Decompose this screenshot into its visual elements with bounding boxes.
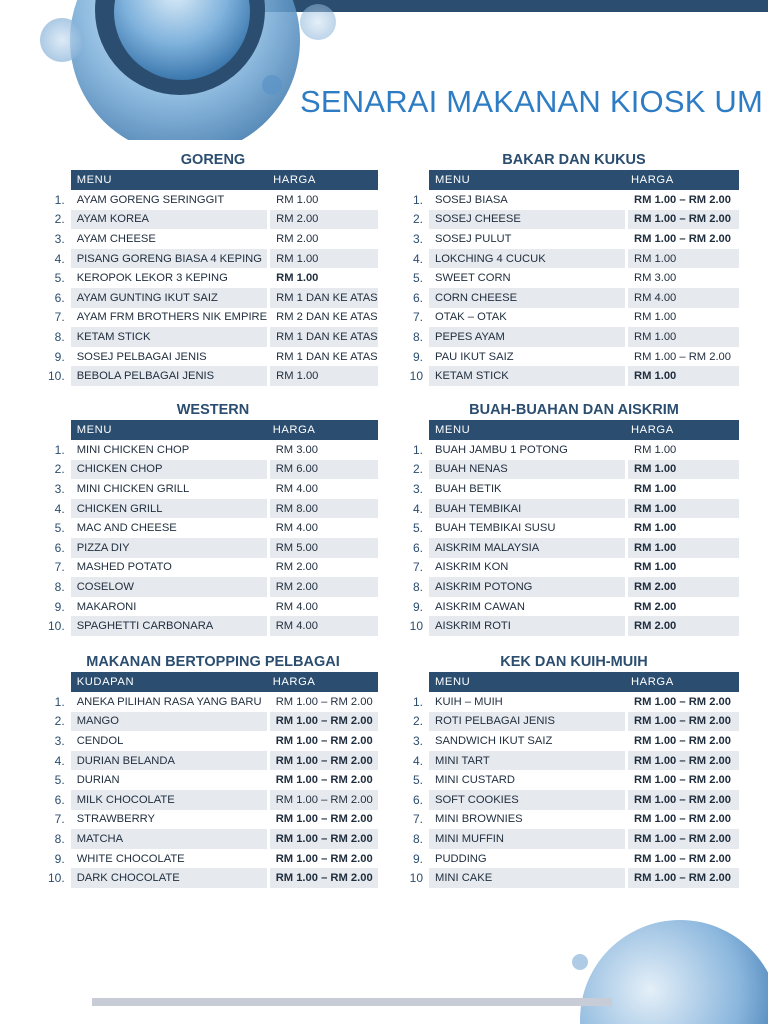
menu-item-name: AYAM GORENG SERINGGIT <box>76 193 225 206</box>
column-header-price: HARGA <box>625 170 739 190</box>
table-row <box>409 712 739 732</box>
menu-table <box>409 170 739 386</box>
row-number: 1. <box>48 692 71 712</box>
menu-item-name: MINI TART <box>429 751 625 771</box>
menu-item-name: OTAK – OTAK <box>435 311 507 324</box>
table-row <box>48 190 378 210</box>
row-number: 7. <box>48 308 71 328</box>
menu-item-name: MILK CHOCOLATE <box>71 790 267 810</box>
menu-item-name: SOSEJ BIASA <box>435 193 508 206</box>
row-number: 10. <box>48 616 71 636</box>
section-buah-buahan-dan-aiskrim <box>409 400 739 636</box>
column-header-price: HARGA <box>267 170 378 190</box>
row-number: 5. <box>48 518 71 538</box>
table-row <box>409 460 739 480</box>
menu-item-price: RM 1.00 <box>267 366 378 386</box>
row-number: 2. <box>48 460 71 480</box>
table-row <box>48 810 378 830</box>
row-number: 8. <box>409 829 429 849</box>
menu-item-price: RM 1.00 – RM 2.00 <box>267 810 378 830</box>
table-row <box>48 577 378 597</box>
table-row <box>48 712 378 732</box>
table-row <box>48 288 378 308</box>
table-row <box>409 229 739 249</box>
table-row <box>409 440 739 460</box>
menu-item-price: RM 1.00 <box>625 538 739 558</box>
menu-item-name: MANGO <box>71 712 267 732</box>
menu-item-name: PISANG GORENG BIASA 4 KEPING <box>71 249 267 269</box>
menu-item-name: KUIH – MUIH <box>435 695 503 708</box>
table-row <box>409 849 739 869</box>
table-row <box>48 327 378 347</box>
row-number: 5. <box>409 770 429 790</box>
row-number: 9. <box>409 347 429 367</box>
menu-item-name: COSELOW <box>71 577 267 597</box>
table-row <box>409 810 739 830</box>
menu-item-name: PEPES AYAM <box>429 327 625 347</box>
row-number: 4. <box>409 751 429 771</box>
table-row <box>48 558 378 578</box>
menu-item-price: RM 1.00 – RM 2.00 <box>267 712 378 732</box>
menu-item-name: CENDOL <box>76 734 124 747</box>
table-row <box>409 770 739 790</box>
table-row <box>48 849 378 869</box>
table-row <box>48 229 378 249</box>
menu-item-name: SOSEJ PELBAGAI JENIS <box>76 350 207 363</box>
row-number: 8. <box>409 327 429 347</box>
section-title: BUAH-BUAHAN DAN AISKRIM <box>469 402 679 418</box>
table-row <box>409 190 739 210</box>
table-row <box>409 499 739 519</box>
section-bakar-dan-kukus <box>409 150 739 386</box>
row-number: 10. <box>48 366 71 386</box>
table-row <box>48 479 378 499</box>
bottom-bar <box>92 998 612 1006</box>
section-goreng <box>48 150 378 386</box>
menu-item-name: MINI MUFFIN <box>429 829 625 849</box>
table-row <box>409 538 739 558</box>
menu-item-price: RM 1.00 <box>267 190 378 210</box>
column-header-kudapan: KUDAPAN <box>71 672 267 692</box>
row-number: 9. <box>48 849 71 869</box>
table-row <box>409 751 739 771</box>
row-number: 5. <box>48 268 71 288</box>
menu-item-price: RM 1.00 – RM 2.00 <box>625 229 739 249</box>
menu-item-name: BUAH TEMBIKAI SUSU <box>435 522 556 535</box>
menu-item-price: RM 2.00 <box>625 577 739 597</box>
menu-item-price: RM 1.00 – RM 2.00 <box>625 829 739 849</box>
menu-item-name: BUAH BETIK <box>435 482 502 495</box>
section-title: BAKAR DAN KUKUS <box>502 152 646 168</box>
menu-item-name: DURIAN BELANDA <box>71 751 267 771</box>
menu-item-price: RM 1.00 <box>625 366 739 386</box>
table-row <box>409 366 739 386</box>
row-number: 1. <box>409 692 429 712</box>
table-row <box>48 249 378 269</box>
menu-item-name: LOKCHING 4 CUCUK <box>429 249 625 269</box>
table-row <box>409 829 739 849</box>
menu-item-name: WHITE CHOCOLATE <box>76 852 185 865</box>
menu-item-price: RM 8.00 <box>267 499 378 519</box>
table-row <box>48 616 378 636</box>
menu-table <box>48 672 378 888</box>
menu-item-name: SOSEJ PULUT <box>435 232 512 245</box>
row-number: 6. <box>409 790 429 810</box>
table-row <box>48 868 378 888</box>
menu-item-price: RM 1.00 – RM 2.00 <box>625 712 739 732</box>
table-row <box>48 366 378 386</box>
menu-item-price: RM 1.00 – RM 2.00 <box>267 849 378 869</box>
menu-item-name: AISKRIM CAWAN <box>435 600 525 613</box>
menu-item-price: RM 4.00 <box>267 518 378 538</box>
menu-item-name: ANEKA PILIHAN RASA YANG BARU <box>76 695 262 708</box>
menu-item-price: RM 1 DAN KE ATAS <box>267 288 378 308</box>
row-number: 3. <box>48 479 71 499</box>
menu-item-price: RM 4.00 <box>267 479 378 499</box>
table-row <box>409 347 739 367</box>
table-row <box>48 268 378 288</box>
menu-item-price: RM 1.00 <box>625 308 739 328</box>
row-number: 7. <box>48 810 71 830</box>
table-row <box>409 577 739 597</box>
menu-item-price: RM 1.00 – RM 2.00 <box>625 868 739 888</box>
table-row <box>409 597 739 617</box>
menu-item-name: KETAM STICK <box>429 366 625 386</box>
menu-item-name: AISKRIM MALAYSIA <box>429 538 625 558</box>
menu-item-price: RM 1.00 – RM 2.00 <box>267 790 378 810</box>
menu-item-price: RM 1.00 <box>625 249 739 269</box>
column-header-menu: MENU <box>429 672 625 692</box>
menu-item-price: RM 3.00 <box>267 440 378 460</box>
menu-item-name: DURIAN <box>76 774 120 787</box>
table-row <box>409 308 739 328</box>
menu-item-name: CORN CHEESE <box>429 288 625 308</box>
menu-item-price: RM 1.00 – RM 2.00 <box>625 190 739 210</box>
menu-item-price: RM 4.00 <box>625 288 739 308</box>
menu-item-price: RM 1.00 <box>625 558 739 578</box>
table-row <box>409 692 739 712</box>
menu-item-price: RM 1.00 – RM 2.00 <box>625 770 739 790</box>
table-row <box>48 790 378 810</box>
menu-item-price: RM 1.00 <box>267 249 378 269</box>
menu-item-price: RM 5.00 <box>267 538 378 558</box>
row-number: 5. <box>409 518 429 538</box>
table-row <box>48 597 378 617</box>
row-number: 2. <box>409 460 429 480</box>
menu-item-name: AISKRIM KON <box>435 561 509 574</box>
menu-item-price: RM 1.00 – RM 2.00 <box>267 731 378 751</box>
menu-item-price: RM 1.00 <box>625 327 739 347</box>
menu-item-name: PAU IKUT SAIZ <box>435 350 514 363</box>
menu-table <box>409 672 739 888</box>
menu-item-name: STRAWBERRY <box>76 813 156 826</box>
table-row <box>409 210 739 230</box>
row-number: 9. <box>48 597 71 617</box>
menu-item-price: RM 1.00 – RM 2.00 <box>625 751 739 771</box>
row-number: 9. <box>48 347 71 367</box>
menu-item-name: BUAH NENAS <box>429 460 625 480</box>
row-number: 6. <box>409 288 429 308</box>
menu-table <box>409 420 739 636</box>
menu-item-name: MINI CHICKEN CHOP <box>76 443 190 456</box>
menu-item-name: PUDDING <box>435 852 487 865</box>
row-number: 3. <box>409 229 429 249</box>
row-number: 4. <box>409 249 429 269</box>
row-number: 5. <box>409 268 429 288</box>
menu-item-price: RM 2.00 <box>625 616 739 636</box>
table-row <box>409 731 739 751</box>
column-header-price: HARGA <box>625 420 739 440</box>
row-number: 6. <box>48 288 71 308</box>
row-number: 8. <box>48 327 71 347</box>
row-number: 4. <box>48 751 71 771</box>
table-row <box>48 499 378 519</box>
row-number: 4. <box>48 499 71 519</box>
row-number: 1. <box>48 440 71 460</box>
row-number: 8. <box>48 829 71 849</box>
table-row <box>48 538 378 558</box>
menu-item-name: AYAM FRM BROTHERS NIK EMPIRE <box>76 311 268 324</box>
menu-item-name: MINI CUSTARD <box>435 774 515 787</box>
menu-item-name: MINI CHICKEN GRILL <box>76 482 190 495</box>
column-header-price: HARGA <box>625 672 739 692</box>
row-number: 7. <box>409 810 429 830</box>
menu-item-price: RM 1.00 – RM 2.00 <box>625 210 739 230</box>
table-row <box>409 288 739 308</box>
menu-item-price: RM 2.00 <box>625 597 739 617</box>
row-number: 10 <box>409 868 429 888</box>
menu-item-name: KETAM STICK <box>71 327 267 347</box>
menu-item-price: RM 1.00 – RM 2.00 <box>625 849 739 869</box>
table-row <box>409 868 739 888</box>
column-header-menu: MENU <box>429 170 625 190</box>
menu-item-price: RM 1.00 – RM 2.00 <box>625 347 739 367</box>
section-makanan-bertopping-pelbagai <box>48 652 378 888</box>
menu-item-price: RM 1.00 <box>625 499 739 519</box>
row-number: 8. <box>409 577 429 597</box>
row-number: 1. <box>409 190 429 210</box>
menu-item-price: RM 1.00 – RM 2.00 <box>267 751 378 771</box>
menu-item-price: RM 1.00 – RM 2.00 <box>625 731 739 751</box>
row-number: 7. <box>48 558 71 578</box>
menu-table <box>48 420 378 636</box>
menu-item-price: RM 1.00 – RM 2.00 <box>267 692 378 712</box>
menu-item-price: RM 3.00 <box>625 268 739 288</box>
table-row <box>48 308 378 328</box>
row-number: 9. <box>409 849 429 869</box>
menu-item-name: KEROPOK LEKOR 3 KEPING <box>76 272 228 285</box>
table-row <box>409 790 739 810</box>
menu-item-name: ROTI PELBAGAI JENIS <box>429 712 625 732</box>
menu-item-name: AISKRIM POTONG <box>429 577 625 597</box>
row-number: 3. <box>48 229 71 249</box>
menu-item-price: RM 1.00 <box>625 440 739 460</box>
table-row <box>409 558 739 578</box>
menu-item-price: RM 6.00 <box>267 460 378 480</box>
row-number: 3. <box>409 479 429 499</box>
section-title: KEK DAN KUIH-MUIH <box>500 654 648 670</box>
row-number: 10 <box>409 366 429 386</box>
menu-item-price: RM 2.00 <box>267 558 378 578</box>
menu-item-price: RM 1.00 – RM 2.00 <box>625 790 739 810</box>
table-row <box>48 731 378 751</box>
table-row <box>48 751 378 771</box>
menu-item-price: RM 4.00 <box>267 616 378 636</box>
section-title: GORENG <box>180 152 246 168</box>
column-header-menu: MENU <box>71 420 267 440</box>
menu-item-name: BEBOLA PELBAGAI JENIS <box>71 366 267 386</box>
menu-item-price: RM 2.00 <box>267 229 378 249</box>
menu-item-name: MASHED POTATO <box>76 561 172 574</box>
menu-item-price: RM 1.00 – RM 2.00 <box>625 692 739 712</box>
table-row <box>48 440 378 460</box>
table-row <box>48 347 378 367</box>
row-number: 2. <box>409 210 429 230</box>
table-row <box>48 692 378 712</box>
menu-item-price: RM 1.00 – RM 2.00 <box>267 829 378 849</box>
menu-item-price: RM 1.00 <box>625 518 739 538</box>
table-row <box>409 479 739 499</box>
menu-item-name: AYAM GUNTING IKUT SAIZ <box>71 288 267 308</box>
menu-item-price: RM 1 DAN KE ATAS <box>267 327 378 347</box>
table-row <box>409 268 739 288</box>
menu-item-price: RM 2 DAN KE ATAS <box>267 308 378 328</box>
table-row <box>409 518 739 538</box>
column-header-price: HARGA <box>267 672 378 692</box>
menu-item-name: CHICKEN GRILL <box>71 499 267 519</box>
menu-item-name: CHICKEN CHOP <box>71 460 267 480</box>
menu-item-price: RM 1.00 <box>267 268 378 288</box>
menu-item-name: AISKRIM ROTI <box>429 616 625 636</box>
row-number: 7. <box>409 558 429 578</box>
table-row <box>48 829 378 849</box>
menu-item-name: SANDWICH IKUT SAIZ <box>435 734 553 747</box>
row-number: 9. <box>409 597 429 617</box>
menu-item-name: MAKARONI <box>76 600 137 613</box>
column-header-price: HARGA <box>267 420 378 440</box>
page-title: SENARAI MAKANAN KIOSK UM <box>300 84 764 119</box>
table-row <box>409 327 739 347</box>
menu-item-name: DARK CHOCOLATE <box>71 868 267 888</box>
table-row <box>48 460 378 480</box>
menu-table <box>48 170 378 386</box>
row-number: 6. <box>48 790 71 810</box>
row-number: 4. <box>409 499 429 519</box>
row-number: 5. <box>48 770 71 790</box>
menu-item-name: AYAM CHEESE <box>76 232 156 245</box>
menu-item-name: MAC AND CHEESE <box>76 522 177 535</box>
menu-item-price: RM 1.00 <box>625 460 739 480</box>
menu-item-name: MINI CAKE <box>429 868 625 888</box>
table-row <box>48 210 378 230</box>
section-kek-dan-kuih-muih <box>409 652 739 888</box>
menu-item-price: RM 1 DAN KE ATAS <box>267 347 378 367</box>
row-number: 6. <box>409 538 429 558</box>
row-number: 10 <box>409 616 429 636</box>
row-number: 7. <box>409 308 429 328</box>
menu-item-name: BUAH JAMBU 1 POTONG <box>435 443 568 456</box>
menu-item-name: MATCHA <box>71 829 267 849</box>
row-number: 4. <box>48 249 71 269</box>
menu-item-name: MINI BROWNIES <box>435 813 523 826</box>
menu-item-price: RM 1.00 – RM 2.00 <box>625 810 739 830</box>
row-number: 2. <box>48 210 71 230</box>
table-row <box>48 770 378 790</box>
section-western <box>48 400 378 636</box>
row-number: 3. <box>48 731 71 751</box>
column-header-menu: MENU <box>429 420 625 440</box>
section-title: WESTERN <box>176 402 250 418</box>
menu-item-price: RM 1.00 – RM 2.00 <box>267 770 378 790</box>
menu-item-name: AYAM KOREA <box>71 210 267 230</box>
menu-item-price: RM 2.00 <box>267 577 378 597</box>
menu-item-price: RM 4.00 <box>267 597 378 617</box>
menu-item-name: BUAH TEMBIKAI <box>429 499 625 519</box>
menu-item-name: SOFT COOKIES <box>429 790 625 810</box>
menu-item-price: RM 1.00 <box>625 479 739 499</box>
row-number: 1. <box>409 440 429 460</box>
menu-item-name: SWEET CORN <box>435 272 511 285</box>
section-title: MAKANAN BERTOPPING PELBAGAI <box>86 654 340 670</box>
menu-item-price: RM 1.00 – RM 2.00 <box>267 868 378 888</box>
row-number: 1. <box>48 190 71 210</box>
row-number: 2. <box>409 712 429 732</box>
table-row <box>409 616 739 636</box>
table-row <box>409 249 739 269</box>
row-number: 6. <box>48 538 71 558</box>
row-number: 8. <box>48 577 71 597</box>
row-number: 10. <box>48 868 71 888</box>
column-header-menu: MENU <box>71 170 267 190</box>
row-number: 2. <box>48 712 71 732</box>
row-number: 3. <box>409 731 429 751</box>
menu-item-name: SPAGHETTI CARBONARA <box>71 616 267 636</box>
menu-item-price: RM 2.00 <box>267 210 378 230</box>
menu-item-name: SOSEJ CHEESE <box>429 210 625 230</box>
table-row <box>48 518 378 538</box>
menu-item-name: PIZZA DIY <box>71 538 267 558</box>
